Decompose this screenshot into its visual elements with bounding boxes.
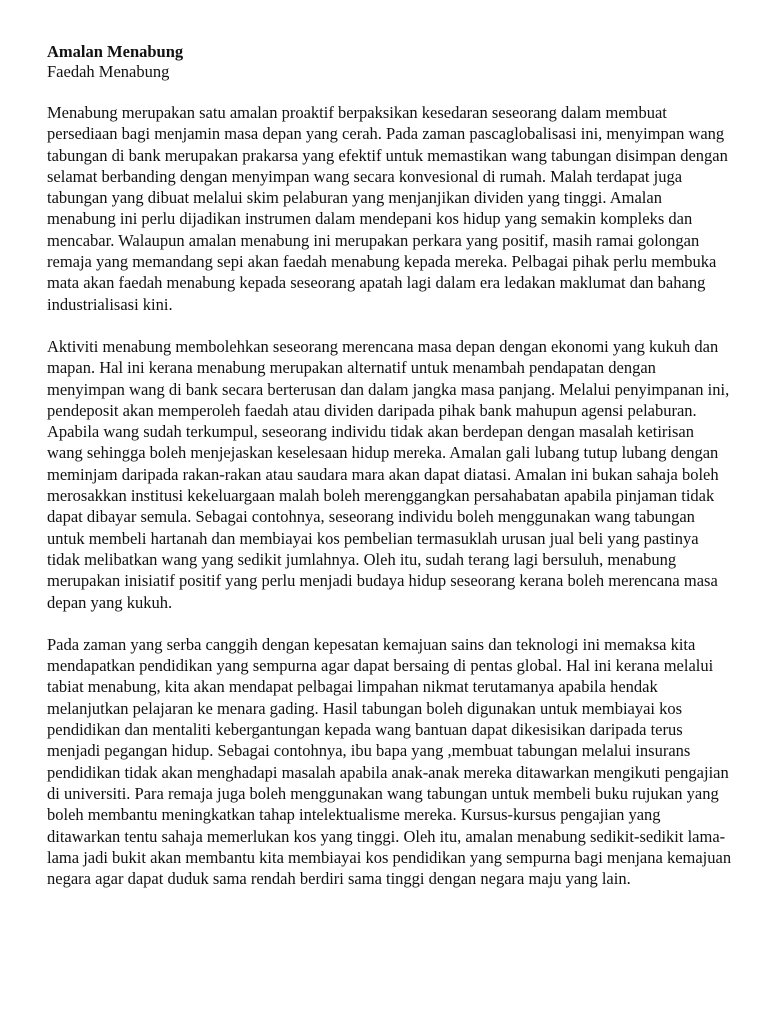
- paragraph-3: Pada zaman yang serba canggih dengan kepesatan kemajuan sains dan teknologi ini memaksa kita mendapatkan pendidikan yang sempurna agar dapat bersaing di pentas global. Hal ini kerana melalui tabiat menabung, kita akan mendapat pelbagai limpahan nikmat terutamanya apabila hendak melanjutkan pelajaran ke menara gading. Hasil tabungan boleh digunakan untuk membiayai kos pendidikan dan mentaliti kebergantungan kepada wang bantuan dapat dikesisikan daripada terus menjadi pegangan hidup. Sebagai contohnya, ibu bapa yang ,membuat tabungan melalui insurans pendidikan tidak akan menghadapi masalah apabila anak-anak mereka ditawarkan mengikuti pengajian di universiti. Para remaja juga boleh menggunakan wang tabungan untuk membeli buku rujukan yang boleh membantu meningkatkan tahap intelektualisme mereka. Kursus-kursus pengajian yang ditawarkan tentu sahaja memerlukan kos yang tinggi. Oleh itu, amalan menabung sedikit-sedikit lama-lama jadi bukit akan membantu kita membiayai kos pendidikan yang sempurna bagi menjana kemajuan negara agar dapat duduk sama rendah berdiri sama tinggi dengan negara maju yang lain.: [47, 634, 732, 889]
- document-title: Amalan Menabung: [47, 42, 184, 61]
- document-subtitle: Faedah Menabung: [47, 62, 170, 81]
- paragraph-1: Menabung merupakan satu amalan proaktif berpaksikan kesedaran seseorang dalam membuat persediaan bagi menjamin masa depan yang cerah. Pada zaman pascaglobalisasi ini, menyimpan wang tabungan di bank merupakan prakarsa yang efektif untuk memastikan wang tabungan disimpan dengan selamat berbanding dengan menyimpan wang secara konvesional di rumah. Malah terdapat juga tabungan yang dibuat melalui skim pelaburan yang menjanjikan dividen yang tinggi. Amalan menabung ini perlu dijadikan instrumen dalam mendepani kos hidup yang semakin kompleks dan mencabar. Walaupun amalan menabung ini merupakan perkara yang positif, masih ramai golongan remaja yang memandang sepi akan faedah menabung kepada mereka. Pelbagai pihak perlu membuka mata akan faedah menabung kepada seseorang apatah lagi dalam era ledakan maklumat dan bahang industrialisasi kini.: [47, 103, 728, 314]
- document-page: [47, 42, 733, 910]
- paragraph-2: Aktiviti menabung membolehkan seseorang merencana masa depan dengan ekonomi yang kukuh dan mapan. Hal ini kerana menabung merupakan alternatif untuk menambah pendapatan dengan menyimpan wang di bank secara berterusan dan dalam jangka masa panjang. Melalui penyimpanan ini, pendeposit akan memperoleh faedah atau dividen daripada pihak bank mahupun agensi pelaburan. Apabila wang sudah terkumpul, seseorang individu tidak akan berdepan dengan masalah ketirisan wang sehingga boleh menjejaskan keselesaan hidup mereka. Amalan gali lubang tutup lubang dengan meminjam daripada rakan-rakan atau saudara mara akan dapat diatasi. Amalan ini bukan sahaja boleh merosakkan institusi kekeluargaan malah boleh merenggangkan persahabatan apabila pinjaman tidak dapat dibayar semula. Sebagai contohnya, seseorang individu boleh menggunakan wang tabungan untuk membeli hartanah dan membiayai kos pembelian termasuklah urusan jual beli yang pastinya tidak melibatkan wang yang sedikit jumlahnya. Oleh itu, sudah terang lagi bersuluh, menabung merupakan inisiatif positif yang perlu menjadi budaya hidup seseorang kerana boleh merencana masa depan yang kukuh.: [47, 336, 730, 612]
